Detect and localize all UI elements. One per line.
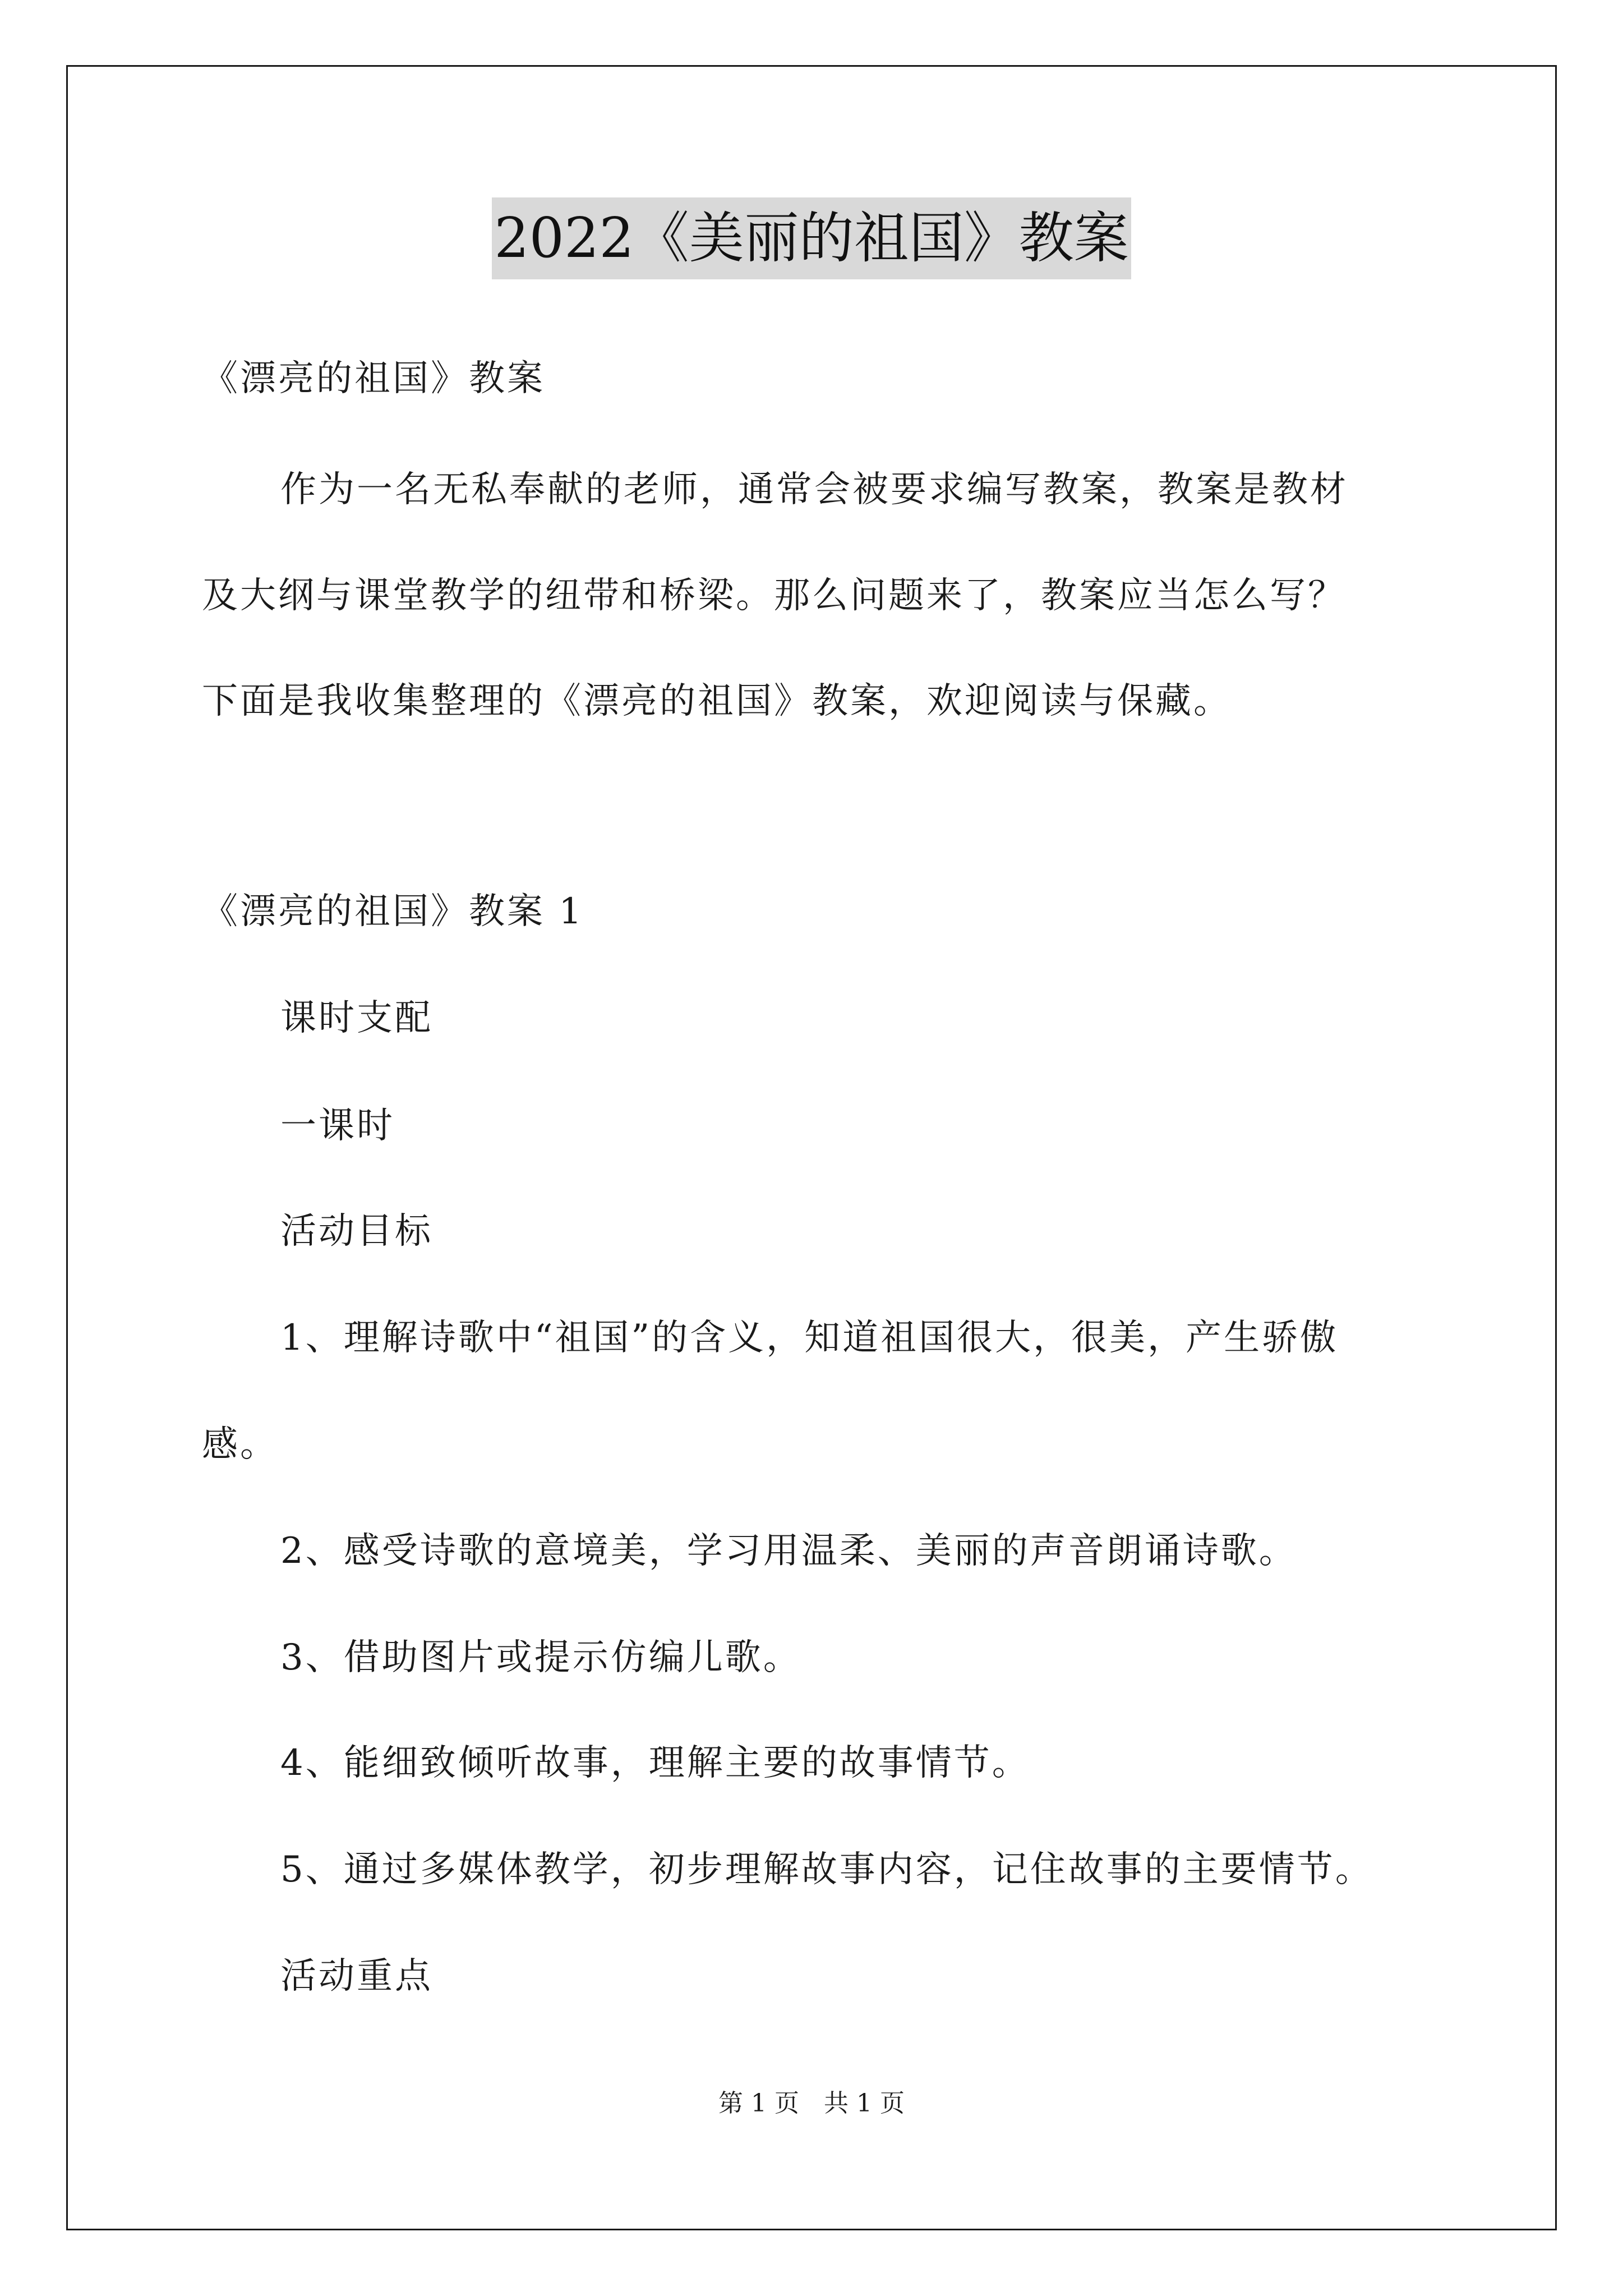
paragraph-line: 活动重点 xyxy=(280,1955,433,1997)
paragraph-line: 活动目标 xyxy=(280,1211,433,1252)
intro-line-2: 及大纲与课堂教学的纽带和桥梁。那么问题来了，教案应当怎么写？ xyxy=(202,575,1346,616)
objective-line-1-cont: 感。 xyxy=(202,1424,278,1465)
intro-line-1: 作为一名无私奉献的老师，通常会被要求编写教案，教案是教材 xyxy=(280,469,1348,510)
intro-line-3: 下面是我收集整理的《漂亮的祖国》教案，欢迎阅读与保藏。 xyxy=(202,680,1232,722)
section-heading: 《漂亮的祖国》教案 1 xyxy=(202,891,584,932)
page-footer: 第 1 页 共 1 页 xyxy=(718,2089,905,2118)
objective-line-1: 1、理解诗歌中“祖国”的含义，知道祖国很大，很美，产生骄傲 xyxy=(280,1317,1339,1359)
title-container xyxy=(0,197,1623,279)
paragraph-line: 一课时 xyxy=(280,1105,395,1147)
objective-line-4: 4、能细致倾听故事，理解主要的故事情节。 xyxy=(280,1742,1030,1784)
objective-line-5: 5、通过多媒体教学，初步理解故事内容，记住故事的主要情节。 xyxy=(280,1849,1373,1890)
subtitle-line: 《漂亮的祖国》教案 xyxy=(202,358,545,399)
document-title: 2022《美丽的祖国》教案 xyxy=(492,197,1131,279)
objective-line-3: 3、借助图片或提示仿编儿歌。 xyxy=(280,1637,801,1678)
paragraph-line: 课时支配 xyxy=(280,997,433,1039)
objective-line-2: 2、感受诗歌的意境美，学习用温柔、美丽的声音朗诵诗歌。 xyxy=(280,1530,1297,1572)
